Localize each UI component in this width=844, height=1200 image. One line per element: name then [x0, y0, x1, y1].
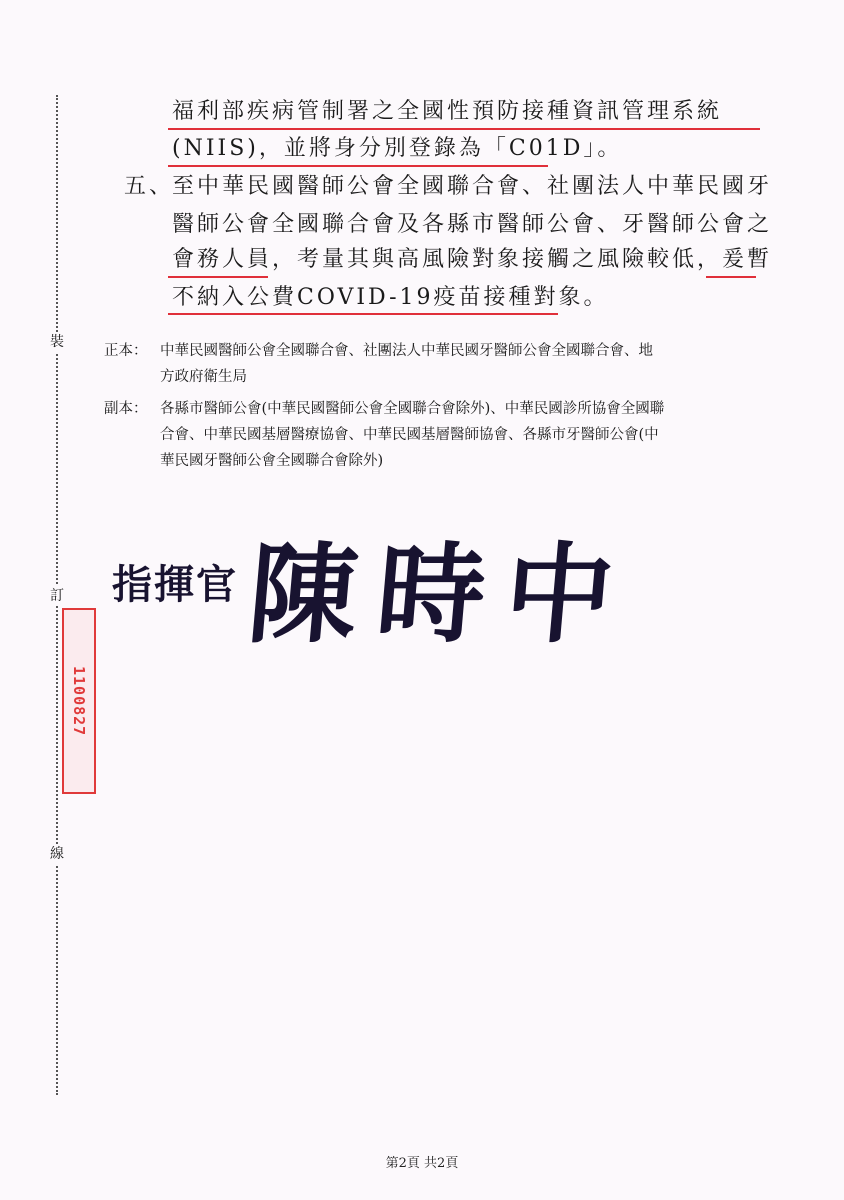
page-number: 第2頁 共2頁: [385, 1156, 459, 1171]
copy-recipients-line-1: 各縣市醫師公會(中華民國醫師公會全國聯合會除外)、中華民國診所協會全國聯: [160, 401, 665, 417]
original-recipients-line-1: 中華民國醫師公會全國聯合會、社團法人中華民國牙醫師公會全國聯合會、地: [160, 343, 653, 359]
item-5-line-3: 會務人員，考量其與高風險對象接觸之風險較低，爰暫: [172, 247, 773, 272]
body-line-2: (NIIS)，並將身分別登錄為「C01D」。: [172, 136, 623, 161]
red-underline-3: [168, 276, 268, 278]
red-underline-5: [168, 313, 558, 315]
original-recipients-label: 正本：: [104, 343, 148, 359]
copy-recipients-label: 副本：: [104, 401, 148, 417]
red-underline-2: [168, 165, 548, 167]
item-5-marker: 五、: [124, 174, 175, 199]
signature-title: 指揮官: [112, 561, 238, 608]
copy-recipients-line-2: 合會、中華民國基層醫療協會、中華民國基層醫師協會、各縣市牙醫師公會(中: [160, 427, 659, 443]
receipt-stamp: [62, 608, 96, 794]
item-5-line-2: 醫師公會全國聯合會及各縣市醫師公會、牙醫師公會之: [172, 212, 773, 237]
item-5-line-1: 至中華民國醫師公會全國聯合會、社團法人中華民國牙: [172, 174, 773, 199]
item-5-line-4: 不納入公費COVID-19疫苗接種對象。: [172, 285, 609, 310]
red-underline-1: [168, 128, 760, 130]
body-line-1: 福利部疾病管制署之全國性預防接種資訊管理系統: [172, 99, 723, 124]
red-underline-4: [706, 276, 756, 278]
original-recipients-line-2: 方政府衛生局: [160, 369, 247, 385]
copy-recipients-line-3: 華民國牙醫師公會全國聯合會除外): [160, 453, 384, 469]
binding-char-zhuang: 裝: [47, 332, 67, 352]
binding-char-xian: 線: [47, 844, 67, 864]
receipt-stamp-text: 1100827: [70, 665, 88, 737]
binding-char-ding: 訂: [47, 586, 67, 606]
signature-name: 陳時中: [243, 532, 639, 658]
